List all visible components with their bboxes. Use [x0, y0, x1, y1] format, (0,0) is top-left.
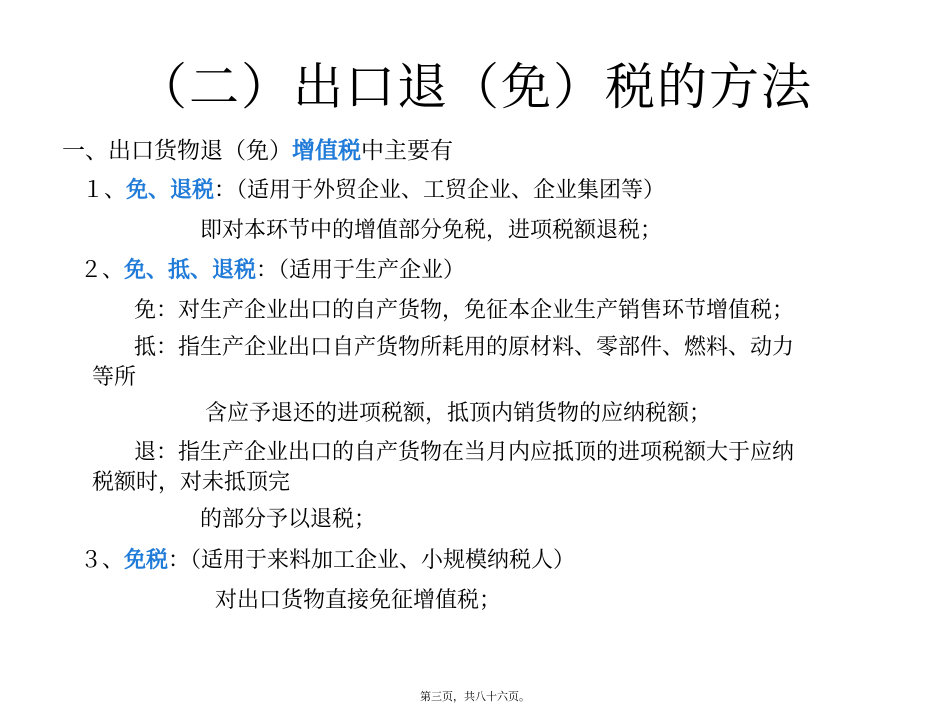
heading-text-before: 一、出口货物退（免）: [62, 138, 292, 164]
tui-line-1: 退：指生产企业出口的自产货物在当月内应抵顶的进项税额大于应纳: [134, 440, 795, 465]
item-3-description: 对出口货物直接免征增值税；: [215, 588, 502, 613]
slide-title: （二）出口退（免）税的方法: [137, 58, 813, 116]
di-line-2: 等所: [92, 365, 137, 390]
page-footer: 第三页，共八十六页。: [420, 690, 530, 703]
item-2-text: ：（适用于生产企业）: [256, 258, 466, 283]
tui-line-3: 的部分予以退税；: [200, 507, 377, 532]
mian-line: 免：对生产企业出口的自产货物，免征本企业生产销售环节增值税；: [134, 298, 795, 323]
item-3-number: ３、: [80, 548, 125, 573]
item-2: [80, 256, 465, 286]
heading-text-after: 中主要有: [361, 138, 453, 164]
item-2-highlight: 免、抵、退税: [124, 258, 257, 283]
section-heading: [62, 136, 453, 166]
item-3: [80, 546, 575, 576]
item-1: [82, 176, 665, 206]
tui-line-2: 税额时，对未抵顶完: [92, 470, 291, 495]
item-3-highlight: 免税: [124, 548, 169, 573]
item-1-description: 即对本环节中的增值部分免税，进项税额退税；: [200, 218, 663, 243]
item-1-text: ：（适用于外贸企业、工贸企业、企业集团等）: [214, 178, 666, 203]
item-2-number: ２、: [80, 258, 125, 283]
di-line-3: 含应予退还的进项税额，抵顶内销货物的应纳税额；: [205, 401, 712, 426]
item-1-number: １、: [82, 178, 127, 203]
item-3-text: ：（适用于来料加工企业、小规模纳税人）: [168, 548, 576, 573]
item-1-highlight: 免、退税: [126, 178, 215, 203]
heading-highlight: 增值税: [292, 138, 361, 164]
di-line-1: 抵：指生产企业出口自产货物所耗用的原材料、零部件、燃料、动力: [134, 335, 795, 360]
